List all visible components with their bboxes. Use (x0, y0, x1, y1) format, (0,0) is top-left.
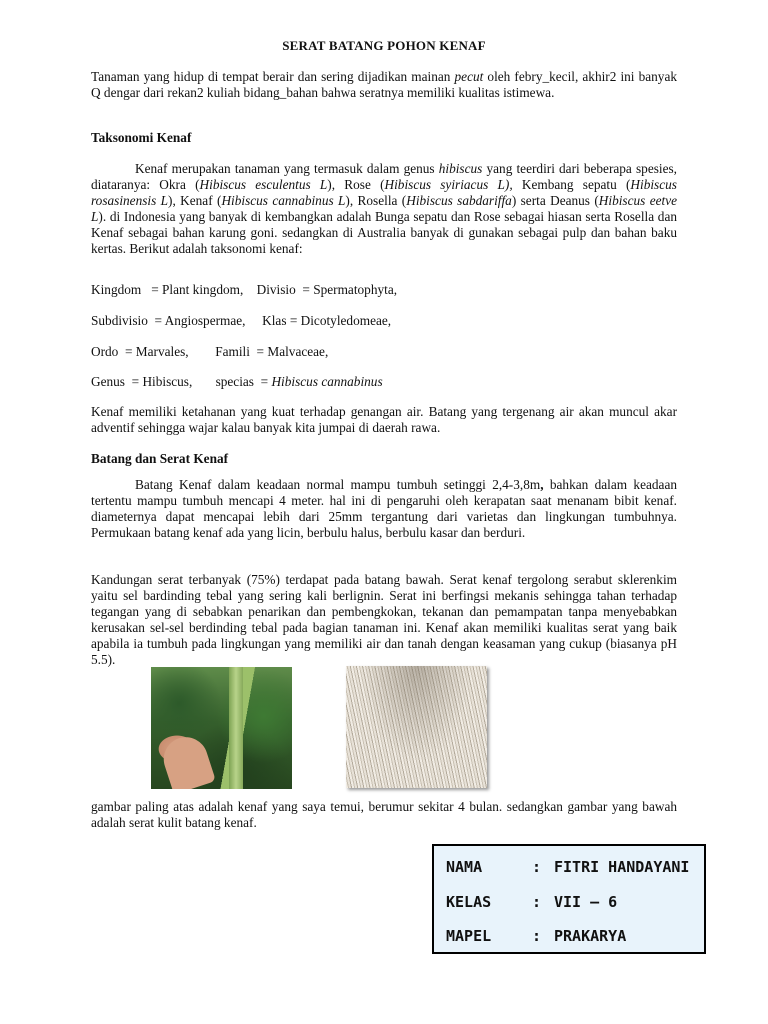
kenaf-stem-shape (229, 667, 243, 789)
batang-bold-comma: , (540, 477, 544, 492)
batang-paragraph-1 (91, 477, 677, 541)
tax-text: ), Rose ( (327, 177, 385, 192)
species-italic: Hibiscus cannabinus (271, 374, 383, 389)
taxonomy-row-genus (91, 374, 383, 390)
intro-text-2: oleh febry_kecil, akhir2 ini banyak Q dengar dari rekan2 kuliah bidang_bahan bahwa seratnya memiliki kualitas istimewa. (91, 69, 677, 100)
tax-text: yang teerdiri dari beberapa spesies, diataranya: Okra ( (91, 161, 677, 192)
taksonomi-after-paragraph: Kenaf memiliki ketahanan yang kuat terhadap genangan air. Batang yang tergenang air akan muncul akar adventif sehingga wajar kalau banyak kita jumpai di daerah rawa. (91, 404, 677, 435)
batang-text: Batang Kenaf dalam keadaan normal mampu tumbuh setinggi 2,4-3,8m (135, 477, 541, 492)
page-title: SERAT BATANG POHON KENAF (282, 38, 486, 53)
identity-row-nama (446, 858, 689, 876)
identity-row-mapel (446, 927, 626, 945)
taxonomy-row-kingdom: Kingdom = Plant kingdom, Divisio = Spermatophyta, (91, 282, 398, 297)
tax-italic: Hibiscus esculentus L (199, 177, 328, 192)
kelas-label: KELAS (446, 893, 492, 911)
tax-text: ). di Indonesia yang banyak di kembangkan adalah Bunga sepatu dan Rose sebagai hiasan serta Rosella dan Kenaf sebagai bahan karung goni. sedangkan di Australia banyak di gunakan sebagai pulp dan bahan baku kertas. Berikut adalah taksonomi kenaf: (91, 209, 677, 256)
intro-paragraph (91, 69, 677, 101)
kelas-separator: : (532, 893, 542, 911)
nama-separator: : (532, 858, 542, 876)
intro-italic: pecut (454, 69, 484, 84)
fiber-shading (346, 666, 487, 788)
taksonomi-heading: Taksonomi Kenaf (91, 130, 192, 145)
nama-value: FITRI HANDAYANI (554, 858, 690, 876)
student-identity-box (432, 844, 706, 954)
batang-heading: Batang dan Serat Kenaf (91, 451, 229, 466)
kenaf-fiber-photo (346, 666, 487, 788)
photo-caption: gambar paling atas adalah kenaf yang saya temui, berumur sekitar 4 bulan. sedangkan gambar yang bawah adalah serat kulit batang kenaf. (91, 799, 677, 830)
tax-italic: Hibiscus syiriacus L), (384, 177, 513, 192)
taksonomi-paragraph (91, 161, 677, 257)
taxonomy-row-ordo: Ordo = Marvales, Famili = Malvaceae, (91, 344, 329, 359)
taxonomy-row-subdivisio: Subdivisio = Angiospermae, Klas = Dicotyledomeae, (91, 313, 392, 328)
tax-italic: Hibiscus cannabinus L (221, 193, 346, 208)
kelas-value: VII – 6 (554, 893, 618, 911)
tax-italic: Hibiscus sabdariffa (406, 193, 512, 208)
tax-text: ), Rosella ( (345, 193, 407, 208)
tax-text: Kenaf merupakan tanaman yang termasuk dalam genus (135, 161, 439, 176)
tax-text: ), Kenaf ( (168, 193, 222, 208)
tax-text: ) serta Deanus ( (511, 193, 599, 208)
batang-text-2: bahkan dalam keadaan tertentu mampu tumbuh mencapi 4 meter. hal ini di pengaruhi oleh kerapatan saat menanam bibit kenaf. diameternya dapat mencapai lebih dari 25mm tergantung dari varietas dan lingkungan tumbuhnya. Permukaan batang kenaf ada yang licin, berbulu halus, berbulu kasar dan berduri. (91, 477, 677, 540)
identity-row-kelas (446, 893, 617, 911)
intro-text: Tanaman yang hidup di tempat berair dan sering dijadikan mainan (91, 69, 455, 84)
tax-italic: hibiscus (438, 161, 483, 176)
tax-italic: Hibiscus rosasinensis L (91, 177, 677, 208)
tax-italic: Hibiscus eetve L (91, 193, 677, 224)
batang-paragraph-2: Kandungan serat terbanyak (75%) terdapat pada batang bawah. Serat kenaf tergolong serabut sklerenkim yaitu sel bardinding tebal yang sering kali berlignin. Serat ini berfingsi mekanis sehingga tahan terhadap tegangan yang di sebabkan penarikan dan pembengkokan, tekanan dan pemampatan tanpa menyebabkan kerusakan sel-sel berdinding tebal pada bagian tanaman ini. Kenaf akan memiliki kualitas serat yang baik apabila ia tumbuh pada lingkungan yang memiliki air dan tanah dengan keasaman yang cukup (biasanya pH 5.5). (91, 572, 677, 667)
nama-label: NAMA (446, 858, 483, 876)
tax-text: Kembang sepatu ( (512, 177, 631, 192)
kenaf-plant-photo (151, 667, 292, 789)
finger-shape (158, 731, 216, 789)
mapel-label: MAPEL (446, 927, 492, 945)
mapel-separator: : (532, 927, 542, 945)
genus-text: Genus = Hibiscus, specias = (91, 374, 272, 389)
mapel-value: PRAKARYA (554, 927, 627, 945)
